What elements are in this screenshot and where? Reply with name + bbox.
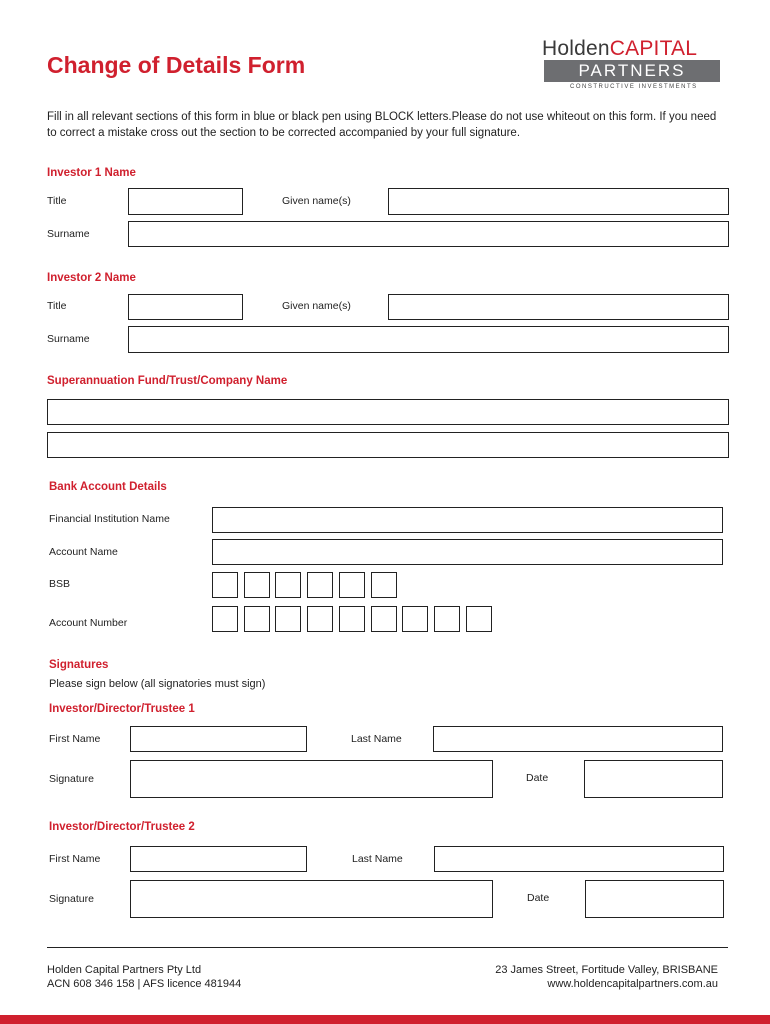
account-number-digit-box[interactable] bbox=[339, 606, 365, 632]
page-title: Change of Details Form bbox=[47, 52, 306, 78]
account-number-field bbox=[212, 606, 512, 632]
investor1-heading: Investor 1 Name bbox=[47, 167, 136, 179]
account-number-digit-box[interactable] bbox=[275, 606, 301, 632]
footer-divider bbox=[47, 947, 728, 948]
investor1-given-field[interactable] bbox=[388, 188, 729, 215]
account-name-field[interactable] bbox=[212, 539, 723, 565]
footer-website[interactable]: www.holdencapitalpartners.com.au bbox=[547, 978, 718, 990]
bsb-digit-box[interactable] bbox=[371, 572, 397, 598]
bsb-digit-box[interactable] bbox=[212, 572, 238, 598]
investor2-given-field[interactable] bbox=[388, 294, 729, 320]
trustee2-first-field[interactable] bbox=[130, 846, 307, 872]
bsb-digit-box[interactable] bbox=[339, 572, 365, 598]
trustee1-last-field[interactable] bbox=[433, 726, 723, 752]
trustee2-signature-field[interactable] bbox=[130, 880, 493, 918]
account-number-digit-box[interactable] bbox=[212, 606, 238, 632]
account-number-digit-box[interactable] bbox=[244, 606, 270, 632]
footer-address: 23 James Street, Fortitude Valley, BRISBANE bbox=[495, 964, 718, 976]
trustee2-date-field[interactable] bbox=[585, 880, 724, 918]
trustee1-first-label: First Name bbox=[49, 733, 101, 745]
footer-accent-bar bbox=[0, 1015, 770, 1024]
footer-acn: ACN 608 346 158 | AFS licence 481944 bbox=[47, 978, 242, 990]
institution-field[interactable] bbox=[212, 507, 723, 533]
company-logo: HoldenCAPITAL PARTNERS CONSTRUCTIVE INVESTMENTS bbox=[540, 37, 724, 95]
investor1-surname-label: Surname bbox=[47, 228, 90, 240]
account-number-digit-box[interactable] bbox=[307, 606, 333, 632]
investor2-surname-field[interactable] bbox=[128, 326, 729, 353]
footer-company: Holden Capital Partners Pty Ltd bbox=[47, 964, 202, 976]
investor2-given-label: Given name(s) bbox=[282, 300, 351, 312]
trustee1-signature-label: Signature bbox=[49, 773, 94, 785]
fund-name-field-1[interactable] bbox=[47, 399, 729, 425]
bsb-digit-box[interactable] bbox=[307, 572, 333, 598]
bank-heading: Bank Account Details bbox=[49, 481, 167, 493]
investor1-title-label: Title bbox=[47, 195, 67, 207]
signatures-instruction: Please sign below (all signatories must sign) bbox=[49, 678, 266, 690]
account-number-label: Account Number bbox=[49, 617, 128, 629]
trustee1-heading: Investor/Director/Trustee 1 bbox=[49, 703, 195, 715]
investor2-heading: Investor 2 Name bbox=[47, 272, 136, 284]
account-number-digit-box[interactable] bbox=[466, 606, 492, 632]
bsb-field bbox=[212, 572, 412, 598]
fund-heading: Superannuation Fund/Trust/Company Name bbox=[47, 375, 288, 387]
bsb-digit-box[interactable] bbox=[244, 572, 270, 598]
account-number-digit-box[interactable] bbox=[434, 606, 460, 632]
signatures-heading: Signatures bbox=[49, 659, 109, 671]
investor2-surname-label: Surname bbox=[47, 333, 90, 345]
investor1-given-label: Given name(s) bbox=[282, 195, 351, 207]
institution-label: Financial Institution Name bbox=[49, 513, 170, 525]
trustee1-signature-field[interactable] bbox=[130, 760, 493, 798]
investor2-title-label: Title bbox=[47, 300, 67, 312]
trustee1-date-field[interactable] bbox=[584, 760, 723, 798]
investor1-title-field[interactable] bbox=[128, 188, 243, 215]
trustee2-last-label: Last Name bbox=[352, 853, 403, 865]
investor1-surname-field[interactable] bbox=[128, 221, 729, 247]
investor2-title-field[interactable] bbox=[128, 294, 243, 320]
trustee1-last-label: Last Name bbox=[351, 733, 402, 745]
trustee1-date-label: Date bbox=[526, 772, 549, 784]
account-name-label: Account Name bbox=[49, 546, 118, 558]
fund-name-field-2[interactable] bbox=[47, 432, 729, 458]
bsb-label: BSB bbox=[49, 578, 71, 590]
trustee2-first-label: First Name bbox=[49, 853, 101, 865]
trustee2-signature-label: Signature bbox=[49, 893, 94, 905]
trustee2-date-label: Date bbox=[527, 892, 550, 904]
bsb-digit-box[interactable] bbox=[275, 572, 301, 598]
trustee2-last-field[interactable] bbox=[434, 846, 724, 872]
trustee2-heading: Investor/Director/Trustee 2 bbox=[49, 821, 195, 833]
account-number-digit-box[interactable] bbox=[402, 606, 428, 632]
form-instructions: Fill in all relevant sections of this form in blue or black pen using BLOCK letters.Please do not use whiteout on this form. If you need to correct a mistake cross out the section to be corrected accompanied by your full signature. bbox=[47, 111, 717, 139]
trustee1-first-field[interactable] bbox=[130, 726, 307, 752]
account-number-digit-box[interactable] bbox=[371, 606, 397, 632]
